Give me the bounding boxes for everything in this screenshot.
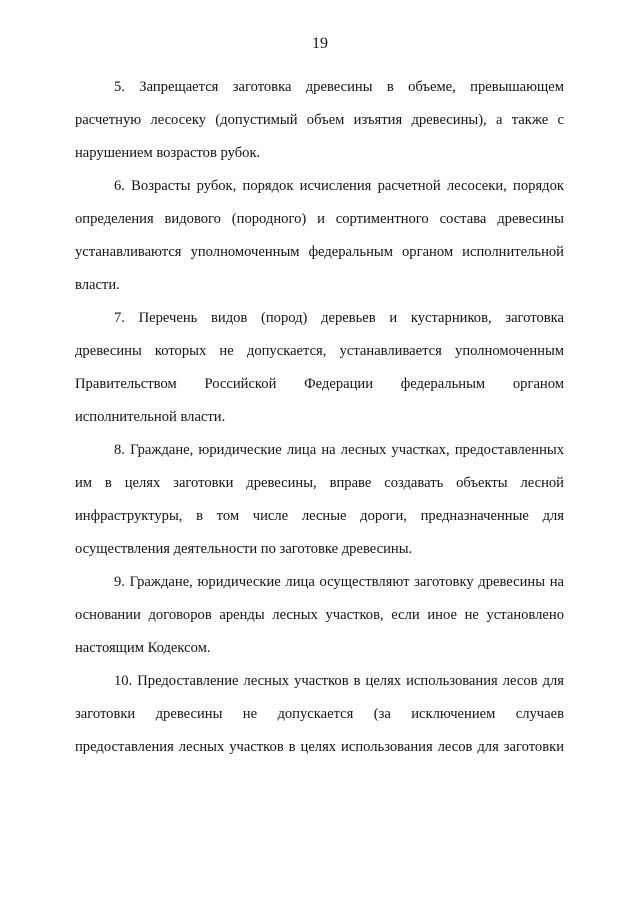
paragraph-9: 9. Граждане, юридические лица осуществляют заготовку древесины на основании договоров аренды лесных участков, если иное не установлено настоящим Кодексом. xyxy=(75,574,564,656)
paragraph-5: 5. Запрещается заготовка древесины в объеме, превышающем расчетную лесосеку (допустимый объем изъятия древесины), а также с нарушением возрастов рубок. xyxy=(75,79,564,161)
document-body xyxy=(75,71,564,764)
paragraph-10: 10. Предоставление лесных участков в целях использования лесов для заготовки древесины не допускается (за исключением случаев предоставления лесных участков в целях использования лесов для заготовки xyxy=(75,673,564,755)
page-number: 19 xyxy=(312,35,328,52)
paragraph-8: 8. Граждане, юридические лица на лесных участках, предоставленных им в целях заготовки древесины, вправе создавать объекты лесной инфраструктуры, в том числе лесные дороги, предназначенные для осуществления деятельности по заготовке древесины. xyxy=(75,442,564,557)
paragraph-6: 6. Возрасты рубок, порядок исчисления расчетной лесосеки, порядок определения видового (породного) и сортиментного состава древесины устанавливаются уполномоченным федеральным органом исполнительной власти. xyxy=(75,178,564,293)
paragraph-7: 7. Перечень видов (пород) деревьев и кустарников, заготовка древесины которых не допускается, устанавливается уполномоченным Правительством Российской Федерации федеральным органом исполнительной власти. xyxy=(75,310,564,425)
